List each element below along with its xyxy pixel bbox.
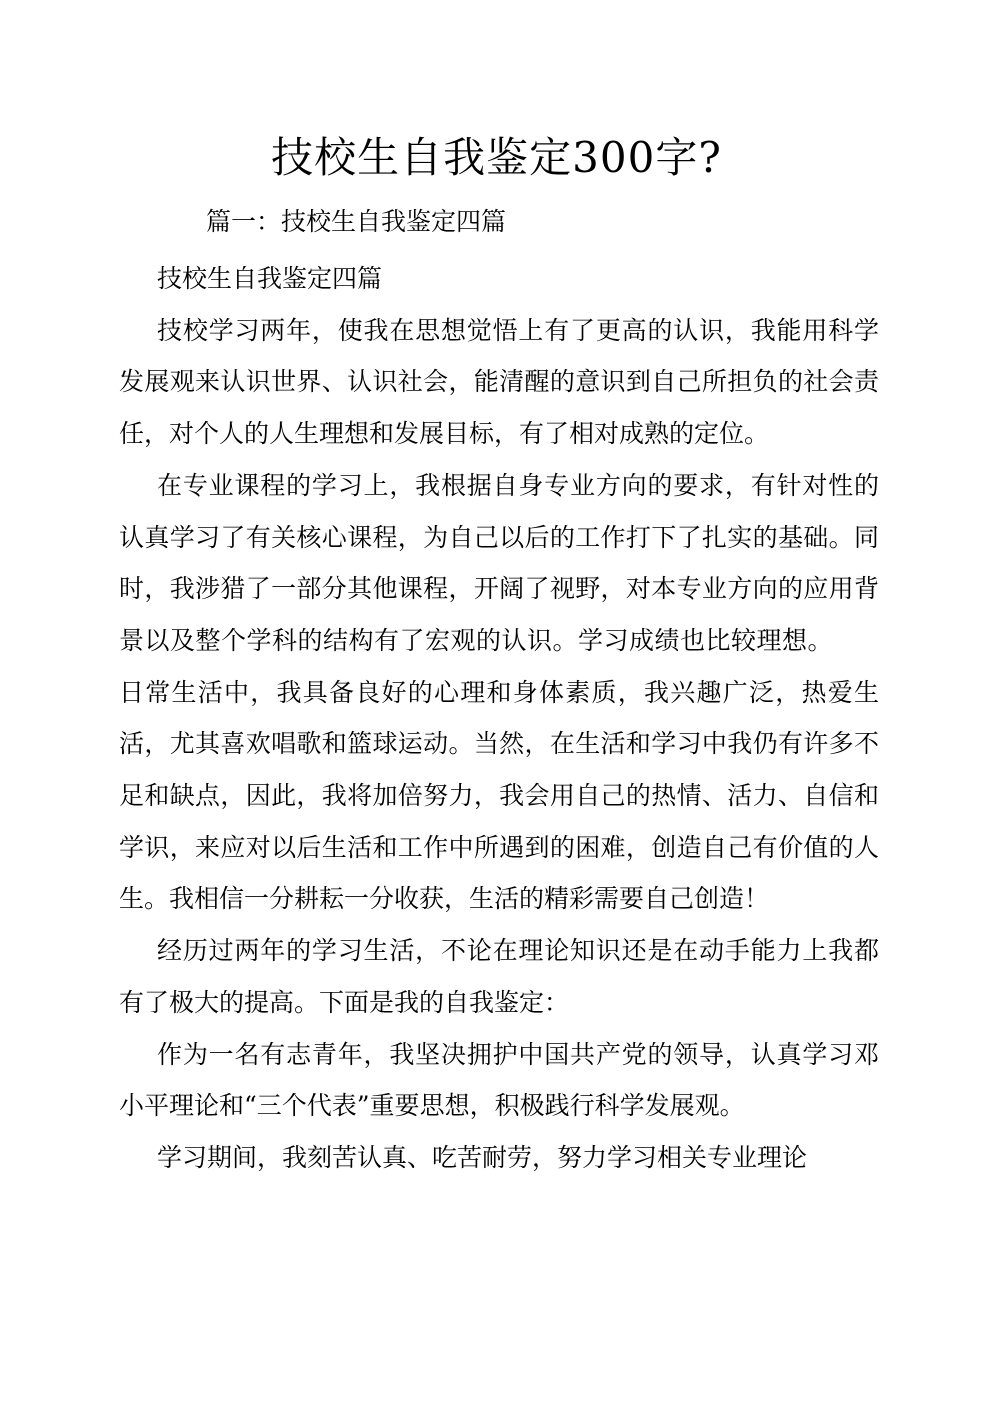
paragraph: 技校学习两年，使我在思想觉悟上有了更高的认识，我能用科学发展观来认识世界、认识社会，能清醒的意识到自己所担负的社会责任，对个人的人生理想和发展目标，有了相对成熟的定位。 [119,315,879,449]
document-body [119,253,879,1184]
paragraph: 作为一名有志青年，我坚决拥护中国共产党的领导，认真学习邓小平理论和“三个代表”重要思想，积极践行科学发展观。 [119,1039,879,1121]
paragraph-text: 在专业课程的学习上，我根据自身专业方向的要求，有针对性的认真学习了有关核心课程，为自己以后的工作打下了扎实的基础。同时，我涉猎了一部分其他课程，开阔了视野，对本专业方向的应用背景以及整个学科的结构有了宏观的认识。学习成绩也比较理想。 [119,470,879,655]
paragraph: 学习期间，我刻苦认真、吃苦耐劳，努力学习相关专业理论 [157,1142,808,1172]
page-title: 技校生自我鉴定300字? [271,133,722,182]
paragraph-heading: 技校生自我鉴定四篇 [157,264,383,293]
paragraph-text: 日常生活中，我具备良好的心理和身体素质，我兴趣广泛，热爱生活，尤其喜欢唱歌和篮球运动。当然，在生活和学习中我仍有许多不足和缺点，因此，我将加倍努力，我会用自己的热情、活力、自信和学识，来应对以后生活和工作中所遇到的困难，创造自己有价值的人生。我相信一分耕耘一分收获，生活的精彩需要自己创造！ [119,677,879,914]
paragraph [119,460,879,925]
section-heading: 篇一：技校生自我鉴定四篇 [206,207,507,236]
paragraph: 经历过两年的学习生活，不论在理论知识还是在动手能力上我都有了极大的提高。下面是我的自我鉴定： [119,936,879,1017]
